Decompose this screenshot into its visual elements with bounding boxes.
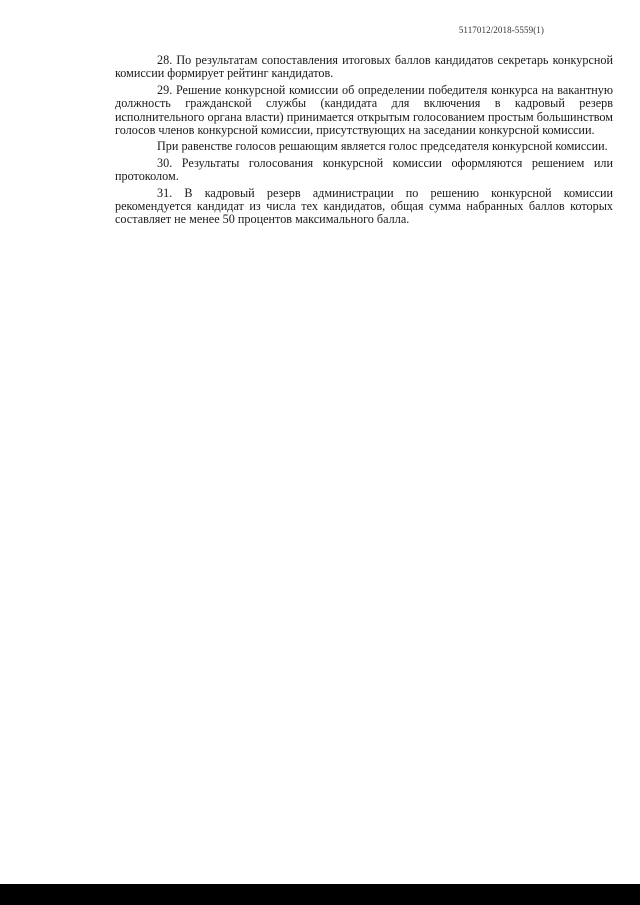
paragraph-29-tie-rule: При равенстве голосов решающим является голос председателя конкурсной комиссии. — [157, 139, 608, 154]
paragraph-31: 31. В кадровый резерв администрации по решению конкурсной комиссии рекомендуется кандидат из числа тех кандидатов, общая сумма набранных баллов которых составляет не менее 50 процентов максимального балла. — [115, 185, 613, 227]
paragraph-29: 29. Решение конкурсной комиссии об определении победителя конкурса на вакантную должность гражданской службы (кандидата для включения в кадровый резерв исполнительного органа власти) принимается открытым голосованием простым большинством голосов членов конкурсной комиссии, присутствующих на заседании конкурсной комиссии. — [115, 82, 613, 138]
scan-border-bottom — [0, 884, 640, 905]
paragraph-28: 28. По результатам сопоставления итоговых баллов кандидатов секретарь конкурсной комиссии формирует рейтинг кандидатов. — [115, 53, 613, 81]
document-number: 5117012/2018-5559(1) — [458, 25, 544, 35]
document-body — [115, 54, 613, 230]
paragraph-30: 30. Результаты голосования конкурсной комиссии оформляются решением или протоколом. — [115, 155, 613, 184]
